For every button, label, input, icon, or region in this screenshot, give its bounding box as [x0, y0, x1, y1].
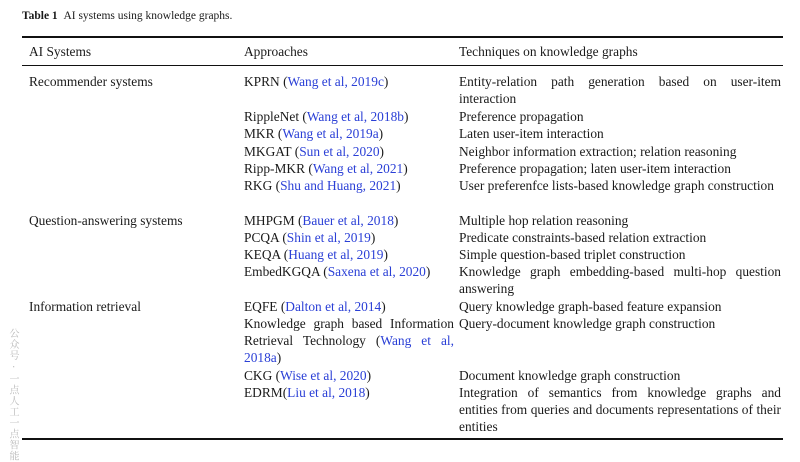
approach-name: MKGAT — [244, 144, 292, 159]
cell-technique: Query knowledge graph-based feature expansion — [459, 299, 722, 314]
cell-approach — [244, 263, 454, 280]
cite-close-paren: ) — [396, 178, 401, 193]
cell-approach — [244, 177, 454, 194]
cell-approach — [244, 246, 454, 263]
cite-close-paren: ) — [403, 161, 408, 176]
citation-link[interactable]: Saxena et al, 2020 — [327, 264, 426, 279]
approach-name: CKG — [244, 368, 273, 383]
cell-technique: Simple question-based triplet construction — [459, 247, 686, 262]
citation-link[interactable]: Huang et al, 2019 — [288, 247, 384, 262]
cell-technique: Neighbor information extraction; relation reasoning — [459, 144, 737, 159]
cite-close-paren: ) — [276, 350, 282, 365]
cell-technique: Preference propagation — [459, 109, 584, 124]
cell-approach — [244, 108, 454, 125]
cell-technique: Laten user-item interaction — [459, 126, 604, 141]
cell-technique: Document knowledge graph construction — [459, 368, 681, 383]
cell-technique: Entity-relation path generation based on user-item interaction — [459, 74, 781, 106]
citation-link[interactable]: Bauer et al, 2018 — [302, 213, 394, 228]
watermark: 公众号 · 一点人工一点智能 — [7, 328, 18, 462]
cell-technique: Query-document knowledge graph construction — [459, 316, 716, 331]
approach-name: PCQA — [244, 230, 279, 245]
cell-ai-system: Information retrieval — [29, 299, 141, 314]
cite-open-paren: ( — [291, 144, 300, 159]
cell-approach — [244, 125, 454, 142]
cell-ai-system: Question-answering systems — [29, 213, 183, 228]
cite-close-paren: ) — [379, 144, 384, 159]
cite-open-paren: ( — [305, 161, 313, 176]
cite-close-paren: ) — [370, 230, 376, 245]
table-header-rule — [22, 65, 783, 66]
approach-name: EDRM — [244, 385, 283, 400]
cite-open-paren: ( — [279, 74, 288, 89]
cell-technique: Multiple hop relation reasoning — [459, 213, 629, 228]
cell-technique: Integration of semantics from knowledge graphs and entities from queries and documents representations of their entities — [459, 385, 781, 434]
citation-link[interactable]: Wang et al, 2018b — [306, 109, 404, 124]
header-techniques: Techniques on knowledge graphs — [459, 44, 638, 59]
approach-name: EmbedKGQA — [244, 264, 320, 279]
table-bottom-rule — [22, 438, 783, 440]
citation-link[interactable]: Sun et al, 2020 — [299, 144, 380, 159]
cell-approach — [244, 143, 454, 160]
cite-open-paren: ( — [278, 230, 287, 245]
cell-approach — [244, 73, 454, 90]
citation-link[interactable]: Wang et al, 2018a — [244, 333, 454, 365]
citation-link[interactable]: Wang et al, 2019a — [282, 126, 379, 141]
citation-link[interactable]: Shu and Huang, 2021 — [280, 178, 397, 193]
cell-approach — [244, 229, 454, 246]
cite-close-paren: ) — [425, 264, 431, 279]
table-caption — [22, 10, 232, 22]
citation-link[interactable]: Shin et al, 2019 — [286, 230, 371, 245]
approach-name: MKR — [244, 126, 275, 141]
citation-link[interactable]: Wang et al, 2021 — [312, 161, 404, 176]
cite-open-paren: ( — [299, 109, 307, 124]
header-ai-systems: AI Systems — [29, 44, 92, 59]
cell-approach — [244, 384, 454, 401]
approach-name: KEQA — [244, 247, 281, 262]
citation-link[interactable]: Wang et al, 2019c — [287, 74, 384, 89]
table-top-rule — [22, 36, 783, 38]
citation-link[interactable]: Dalton et al, 2014 — [285, 299, 382, 314]
cite-close-paren: ) — [393, 213, 399, 228]
cell-approach — [244, 315, 454, 366]
approach-name: Knowledge graph based Information Retrieval Technology — [244, 316, 454, 348]
cite-close-paren: ) — [383, 247, 388, 262]
approach-name: EQFE — [244, 299, 278, 314]
approach-name: KPRN — [244, 74, 280, 89]
cite-open-paren: ( — [272, 368, 281, 383]
cell-approach — [244, 212, 454, 229]
cite-close-paren: ) — [383, 74, 389, 89]
cell-approach — [244, 367, 454, 384]
approach-name: MHPGM — [244, 213, 295, 228]
cell-technique: User preferenfce lists-based knowledge graph construction — [459, 178, 774, 193]
cell-ai-system: Recommender systems — [29, 74, 153, 89]
cell-approach — [244, 298, 454, 315]
cite-close-paren: ) — [366, 368, 372, 383]
cite-open-paren: ( — [277, 299, 286, 314]
cell-technique: Knowledge graph embedding-based multi-hop question answering — [459, 264, 781, 296]
cite-close-paren: ) — [378, 126, 384, 141]
cite-close-paren: ) — [365, 385, 370, 400]
cell-approach — [244, 160, 454, 177]
approach-name: RKG — [244, 178, 273, 193]
cell-technique: Predicate constraints-based relation extraction — [459, 230, 707, 245]
citation-link[interactable]: Liu et al, 2018 — [287, 385, 366, 400]
cite-close-paren: ) — [403, 109, 409, 124]
table-caption-label: Table 1 — [22, 10, 58, 22]
cite-open-paren: ( — [274, 126, 283, 141]
cite-open-paren: ( — [282, 385, 288, 400]
cite-open-paren: ( — [272, 178, 281, 193]
cite-open-paren: ( — [294, 213, 303, 228]
citation-link[interactable]: Wise et al, 2020 — [280, 368, 367, 383]
cite-open-paren: ( — [319, 264, 328, 279]
header-approaches: Approaches — [244, 44, 308, 59]
cite-open-paren: ( — [365, 333, 381, 348]
cite-open-paren: ( — [280, 247, 289, 262]
cell-technique: Preference propagation; laten user-item interaction — [459, 161, 731, 176]
cite-close-paren: ) — [381, 299, 386, 314]
approach-name: RippleNet — [244, 109, 300, 124]
table-caption-text: AI systems using knowledge graphs. — [63, 10, 233, 22]
approach-name: Ripp-MKR — [244, 161, 306, 176]
